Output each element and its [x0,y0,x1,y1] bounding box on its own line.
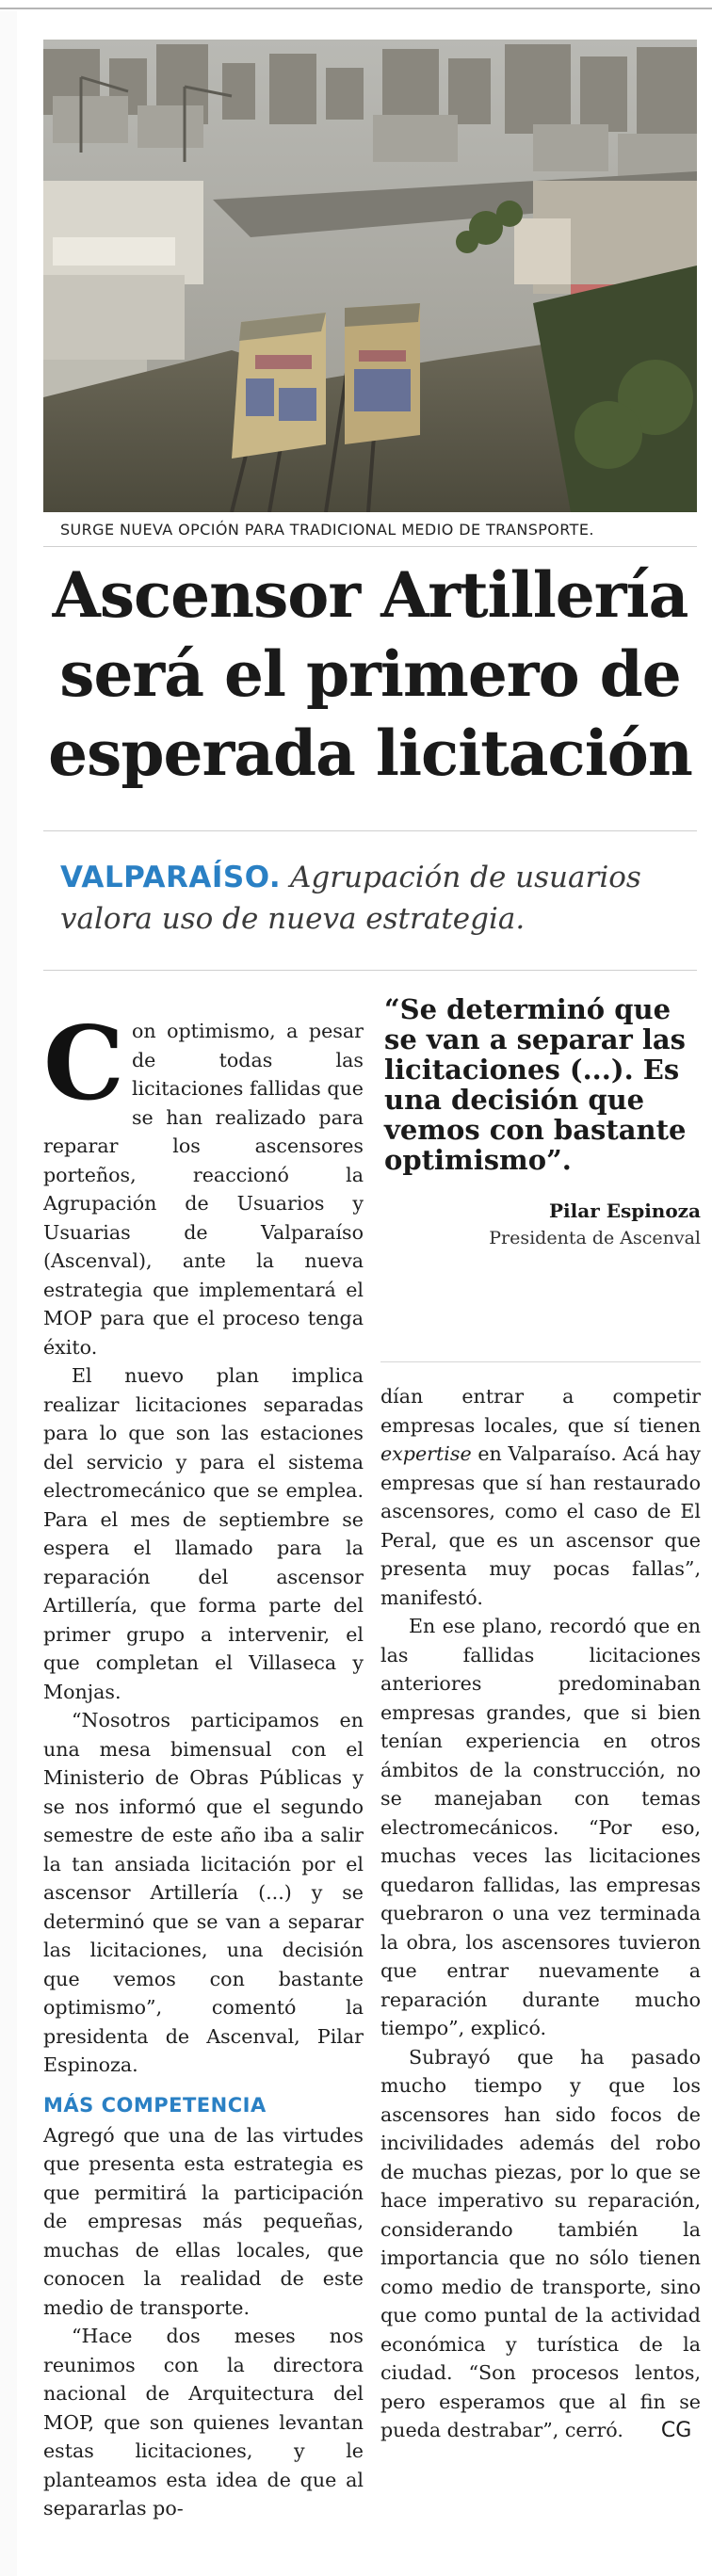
drop-cap: C [43,1005,124,1123]
funicular-photo-illustration [43,40,697,512]
deck [60,857,701,940]
headline [43,555,697,793]
paragraph-6-text-a: dían entrar a competir empresas locales, que sí tienen [380,1385,701,1437]
article-column-2 [380,1382,701,2446]
headline-line-1: Ascensor Artillería [52,558,688,632]
dateline-place: VALPARAÍSO. [60,861,282,894]
paragraph-6 [380,1382,701,1612]
pull-quote-separator [380,1361,701,1362]
paragraph-1-text: on optimismo, a pesar de todas las licitaciones fallidas que se han realizado para reparar los ascensores porteños, reaccionó la Agrupación de Usuarios y Usuarias de Valparaíso (Ascenval), ante la nueva estrategia que implementará el MOP para que el proceso tenga éxito. [43,1020,364,1359]
subhead-mas-competencia: MÁS COMPETENCIA [43,2093,267,2117]
article-column-1 [43,1005,364,2523]
paragraph-5: “Hace dos meses nos reunimos con la directora nacional de Arquitectura del MOP, que son quienes levantan estas licitaciones, y le planteamos esta idea de que al separarlas po- [43,2325,364,2520]
top-rule [0,8,712,9]
headline-line-2: será el primero de [59,637,681,711]
paragraph-6-emphasis: expertise [380,1442,472,1465]
paragraph-3: “Nosotros participamos en una mesa bimensual con el Ministerio de Obras Públicas y se nos informó que el segundo semestre de este año iba a salir la tan ansiada licitación por el ascensor Artillería (...) y se determinó que se van a separar las licitaciones, una decisión que vemos con bastante optimismo”, comentó la presidenta de Ascenval, Pilar Espinoza. [43,1709,364,2076]
caption-divider [43,546,697,547]
pull-quote-author: Pilar Espinoza [549,1199,701,1222]
headline-divider [43,830,697,831]
adjacent-page-edge [0,11,17,2576]
headline-line-3: esperada licitación [48,716,692,790]
photo-caption: SURGE NUEVA OPCIÓN PARA TRADICIONAL MEDIO DE TRANSPORTE. [60,521,594,539]
deck-text: Agrupación de usuarios valora uso de nueva estrategia. [60,861,641,936]
pull-quote-role: Presidenta de Ascenval [489,1228,701,1248]
pull-quote [384,994,701,1248]
paragraph-2: El nuevo plan implica realizar licitaciones separadas para lo que son las estaciones del servicio y para el sistema electromecánico que se emplea. Para el mes de septiembre se espera el llamado para la reparación del ascensor Artillería, que forma parte del primer grupo a intervenir, el que completan el Villaseca y Monjas. [43,1364,364,1703]
paragraph-4: Agregó que una de las virtudes que presenta esta estrategia es que permitirá la participación de empresas más pequeñas, muchas de ellas locales, que conocen la realidad de este medio de transporte. [43,2123,364,2319]
paragraph-8-text: Subrayó que ha pasado mucho tiempo y que los ascensores han sido focos de incivilidades además del robo de muchas piezas, por lo que se hace imperativo su reparación, considerando también la importancia que no sólo tienen como medio de transporte, sino que como puntal de la actividad económica y turística de la ciudad. “Son procesos lentos, pero esperamos que al fin se pueda destrabar”, cerró. [380,2045,701,2441]
paragraph-6-text-b: en Valparaíso. Acá hay empresas que sí han restaurado ascensores, como el caso de El Peral, que es un ascensor que presenta muy pocas fallas”, manifestó. [380,1442,701,1609]
deck-divider [43,970,697,971]
end-of-article-mark: CG [660,2419,692,2442]
paragraph-8 [380,2043,701,2446]
paragraph-1 [43,1005,364,1361]
paragraph-7: En ese plano, recordó que en las fallidas licitaciones anteriores predominaban empresas grandes, que si bien tenían experiencia en otros ámbitos de la construcción, no se manejaban con temas electromecánicos. “Por eso, muchas veces las licitaciones quedaron fallidas, las empresas quebraron o una vez terminada la obra, los ascensores tuvieron que entrar nuevamente a reparación durante mucho tiempo”, explicó. [380,1615,701,2039]
pull-quote-text: “Se determinó que se van a separar las licitaciones (...). Es una decisión que vemos con bastante optimismo”. [384,993,687,1176]
news-photo [43,40,697,512]
